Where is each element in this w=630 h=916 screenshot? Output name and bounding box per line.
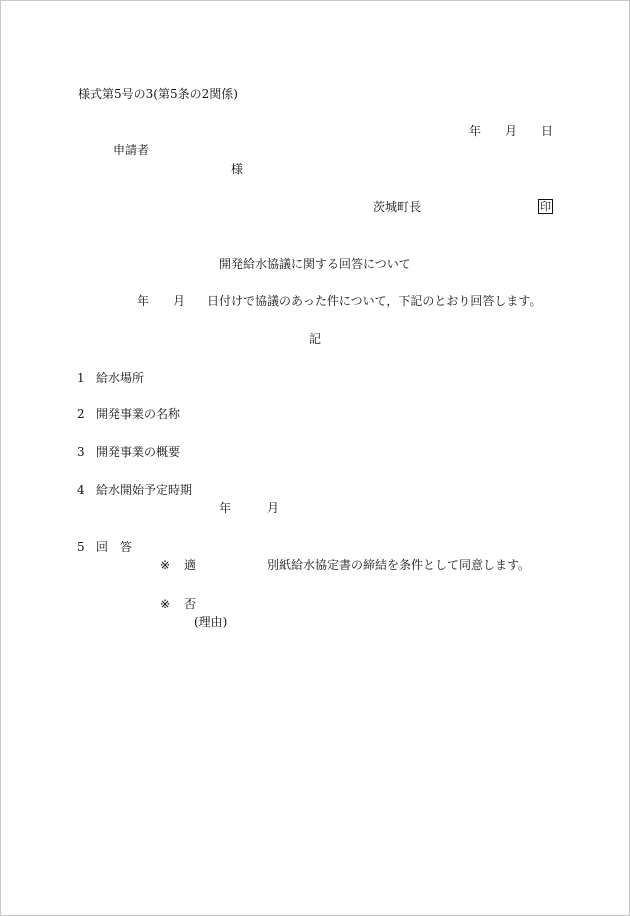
item-2-label: 開発事業の名称 (96, 407, 181, 421)
item-5-number: 5 (77, 540, 85, 554)
item-2-number: 2 (77, 407, 85, 421)
approve-label: 適 (184, 558, 197, 572)
form-number: 様式第5号の3(第5条の2関係) (78, 87, 238, 101)
intro-year: 年 (137, 294, 150, 308)
item-4-number: 4 (77, 483, 85, 497)
reject-mark: ※ (160, 597, 171, 611)
reject-label: 否 (184, 597, 197, 611)
item-4-label: 給水開始予定時期 (96, 483, 193, 497)
supply-year: 年 (219, 501, 232, 515)
document-title: 開発給水協議に関する回答について (219, 257, 411, 271)
supply-month: 月 (267, 501, 280, 515)
date-month: 月 (505, 124, 518, 138)
date-day: 日 (541, 124, 554, 138)
sender-title: 茨城町長 (373, 200, 422, 214)
date-year: 年 (469, 124, 482, 138)
item-5-label: 回 答 (96, 540, 133, 554)
item-3-label: 開発事業の概要 (96, 445, 181, 459)
intro-text: 日付けで協議のあった件について，下記のとおり回答します。 (207, 294, 542, 308)
item-1-number: 1 (77, 371, 85, 385)
applicant-label: 申請者 (113, 143, 150, 157)
item-3-number: 3 (77, 445, 85, 459)
seal-mark: 印 (540, 200, 551, 213)
approve-mark: ※ (160, 558, 171, 572)
item-1-label: 給水場所 (96, 371, 145, 385)
reject-reason: (理由) (194, 615, 228, 629)
intro-month: 月 (173, 294, 186, 308)
ki-heading: 記 (309, 332, 322, 346)
approve-text: 別紙給水協定書の締結を条件として同意します。 (267, 558, 531, 572)
applicant-honorific: 様 (231, 162, 244, 176)
